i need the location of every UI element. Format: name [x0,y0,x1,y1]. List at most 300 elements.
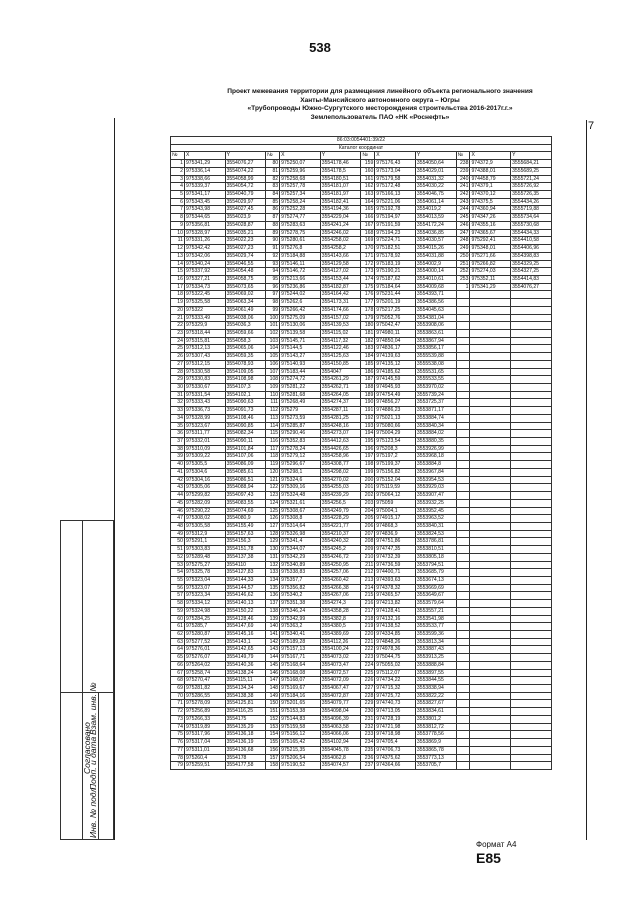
table-cell [456,708,470,716]
table-cell: 183 [361,345,375,353]
table-cell: 37 [171,438,185,446]
table-cell: 3554085,61 [225,468,266,476]
table-cell: 179 [361,314,375,322]
table-cell: 3554260,42 [320,576,361,584]
table-cell: 72 [171,708,185,716]
table-cell: 975173,04 [375,167,416,175]
table-cell: 3554074,22 [225,167,266,175]
table-cell: 975340,2 [280,592,321,600]
coordinate-table [170,136,552,770]
table-cell: 975299,82 [184,492,225,500]
table-cell [470,631,511,639]
table-cell: 975326,98 [280,530,321,538]
table-cell [470,669,511,677]
table-cell: 3554153,44 [320,275,361,283]
table-cell: 974751,86 [375,538,416,546]
table-cell: 8 [171,214,185,222]
table-row [171,438,552,446]
table-cell: 3554174,66 [320,306,361,314]
table-cell: 975183,44 [280,368,321,376]
table-cell [456,430,470,438]
table-cell: 32 [171,399,185,407]
table-cell: 99 [266,306,280,314]
table-cell: 3554046,55 [225,260,266,268]
table-cell: 3553968,18 [415,453,456,461]
table-cell: 125 [266,507,280,515]
table-cell: 234 [361,739,375,747]
table-cell: 3554406,96 [511,245,552,253]
table-cell: 87 [266,214,280,222]
table-cell: 3554058,3 [225,337,266,345]
table-cell: 159 [361,160,375,168]
table-cell: 218 [361,615,375,623]
table-cell: 2 [171,167,185,175]
table-cell [470,391,511,399]
table-row [171,515,552,523]
table-cell: 118 [266,453,280,461]
table-cell: 91 [266,245,280,253]
table-cell [456,746,470,754]
table-cell [456,306,470,314]
table-cell [511,569,552,577]
table-cell: 24 [171,337,185,345]
table-cell: 213 [361,576,375,584]
table-row [171,422,552,430]
table-cell: 975197,2 [375,453,416,461]
table-cell: 71 [171,700,185,708]
table-cell: 210 [361,553,375,561]
table-cell: 60 [171,615,185,623]
table-row [171,762,552,770]
table-cell: 974848,26 [375,638,416,646]
table-cell [456,692,470,700]
table-cell [511,631,552,639]
table-cell: 192 [361,414,375,422]
table-cell: 3553932,25 [415,499,456,507]
table-cell: 46 [171,507,185,515]
table-cell: 3554150,22 [225,607,266,615]
table-cell [456,754,470,762]
table-cell [511,430,552,438]
table-cell: 974836,17 [375,345,416,353]
table-cell: 975312,15 [184,360,225,368]
table-cell: 241 [456,183,470,191]
table-cell: 975258,74 [184,669,225,677]
inv-replace-label: Взам. инв. № [88,682,98,735]
table-cell: 3554136,68 [225,746,266,754]
signature-mark: E85 [476,850,501,866]
table-cell: 3554264,05 [320,391,361,399]
table-row [171,160,552,168]
table-cell: 170 [361,245,375,253]
col-header-x: X [280,152,321,160]
table-cell: 975318,44 [184,329,225,337]
table-cell: 3554137,38 [225,553,266,561]
table-cell: 974375,62 [375,754,416,762]
table-cell [470,384,511,392]
table-cell: 158 [266,762,280,770]
table-cell: 3555684,21 [511,160,552,168]
table-row [171,322,552,330]
table-cell: 975340,24 [184,260,225,268]
table-cell: 975305,58 [184,522,225,530]
table-cell: 83 [266,183,280,191]
table-cell: 3553649,67 [415,592,456,600]
table-cell [511,314,552,322]
table-cell: 3554145,16 [225,631,266,639]
table-cell: 14 [171,260,185,268]
table-cell: 228 [361,692,375,700]
table-cell [456,360,470,368]
table-cell: 975330,83 [184,376,225,384]
table-cell: 101 [266,322,280,330]
table-cell [456,739,470,747]
table-cell: 182 [361,337,375,345]
table-cell: 119 [266,461,280,469]
table-cell: 3554221,77 [320,522,361,530]
table-cell: 75 [171,731,185,739]
table-cell: 194 [361,430,375,438]
table-cell: 3554177,58 [225,762,266,770]
table-cell: 974213,82 [375,600,416,608]
table-cell: 115 [266,430,280,438]
table-cell [511,438,552,446]
table-cell: 3554072,09 [320,677,361,685]
table-cell: 3554256,5 [320,499,361,507]
table-cell: 205 [361,515,375,523]
table-cell: 975280,87 [184,631,225,639]
table-cell [511,762,552,770]
table-cell: 975052,76 [375,314,416,322]
table-cell: 3555726,35 [511,191,552,199]
table-cell: 975187,62 [375,275,416,283]
table-cell: 3554329,25 [511,260,552,268]
table-cell: 173 [361,268,375,276]
table-row [171,646,552,654]
table-cell [456,592,470,600]
table-cell [511,538,552,546]
table-cell: 975343,45 [184,198,225,206]
table-cell: 22 [171,322,185,330]
table-row [171,631,552,639]
table-row [171,275,552,283]
table-cell [511,337,552,345]
table-cell: 975352,83 [280,438,321,446]
table-cell: 53 [171,561,185,569]
table-cell: 3555531,65 [415,368,456,376]
table-cell: 975184,64 [375,283,416,291]
table-cell [456,368,470,376]
table-row [171,291,552,299]
table-cell [511,384,552,392]
table-cell [456,314,470,322]
table-cell: 3554129,58 [320,260,361,268]
table-cell: 187 [361,376,375,384]
title-line-3: «Трубопроводы Южно-Сургутского месторождения строительства 2016-2017г.г.» [247,105,513,113]
table-cell [511,360,552,368]
table-cell: 70 [171,692,185,700]
table-cell: 3554139,53 [320,322,361,330]
table-cell: 975339,37 [184,183,225,191]
table-cell: 975044,75 [375,654,416,662]
table-cell: 3554194,36 [320,206,361,214]
table-cell: 974725,72 [375,692,416,700]
table-cell: 3554115,02 [320,329,361,337]
table-cell: 44 [171,492,185,500]
table-cell [470,561,511,569]
table-cell: 975356,81 [184,221,225,229]
table-cell: 62 [171,631,185,639]
table-cell: 3553824,53 [415,530,456,538]
table-cell: 3553834,61 [415,708,456,716]
table-cell: 3554147,69 [225,623,266,631]
table-cell: 184 [361,353,375,361]
table-cell: 3553705,7 [415,762,456,770]
table-cell: 206 [361,522,375,530]
table-cell: 3554140,36 [225,661,266,669]
table-cell: 80 [266,160,280,168]
table-cell: 221 [361,638,375,646]
table-cell: 974754,49 [375,391,416,399]
table-cell: 975342,42 [184,245,225,253]
table-cell [456,576,470,584]
table-cell: 3554298,02 [320,468,361,476]
table-cell: 974721,98 [375,723,416,731]
table-cell: 48 [171,522,185,530]
table-row [171,384,552,392]
table-cell: 3553967,84 [415,468,456,476]
table-cell: 975324,48 [280,492,321,500]
table-cell: 3554262,71 [320,384,361,392]
table-cell: 975286,55 [184,692,225,700]
table-cell [511,407,552,415]
table-row [171,499,552,507]
table-cell: 975217,25 [375,306,416,314]
table-cell: 975183,19 [375,260,416,268]
table-cell: 3554015,26 [415,245,456,253]
table-cell: 145 [266,661,280,669]
table-cell [456,391,470,399]
table-cell: 63 [171,638,185,646]
table-cell [456,715,470,723]
table-cell: 61 [171,623,185,631]
table-cell: 975342,29 [280,553,321,561]
table-row [171,476,552,484]
table-cell: 3554036,3 [225,322,266,330]
table-cell [456,337,470,345]
table-cell: 975199,37 [375,461,416,469]
table-cell: 974728,19 [375,715,416,723]
table-cell [470,399,511,407]
table-cell: 974836,9 [375,530,416,538]
table-cell: 3554059,35 [225,353,266,361]
table-row [171,299,552,307]
table-cell: 111 [266,399,280,407]
agreed-label: Согласовано [82,722,92,774]
table-cell: 3554143,1 [225,638,266,646]
table-cell [470,646,511,654]
table-cell [511,739,552,747]
col-header-x: X [184,152,225,160]
table-cell: 975334,73 [184,283,225,291]
table-cell: 36 [171,430,185,438]
table-cell: 216 [361,600,375,608]
table-cell: 3554274,37 [320,399,361,407]
table-cell: 3554239,29 [320,492,361,500]
table-cell: 975284,25 [184,615,225,623]
table-cell: 3553541,98 [415,615,456,623]
table-cell [456,329,470,337]
table-cell [511,468,552,476]
table-cell: 195 [361,438,375,446]
table-cell: 157 [266,754,280,762]
table-cell: 3553907,47 [415,492,456,500]
table-cell: 975281,68 [280,391,321,399]
table-cell: 113 [266,414,280,422]
table-row [171,167,552,175]
table-cell: 3555719,88 [511,206,552,214]
table-row [171,237,552,245]
table-cell: 975215,35 [280,746,321,754]
table-cell: 3554091,73 [225,407,266,415]
table-cell: 3554412,63 [320,438,361,446]
table-cell: 130 [266,546,280,554]
table-row [171,723,552,731]
table-cell: 3554146,62 [225,592,266,600]
table-cell [511,515,552,523]
table-cell [470,654,511,662]
table-cell [470,592,511,600]
table-cell: 3554058,99 [225,175,266,183]
table-cell [511,754,552,762]
table-cell: 975336,73 [184,407,225,415]
table-row [171,553,552,561]
table-cell [470,376,511,384]
table-cell [511,422,552,430]
table-cell: 3554082,34 [225,430,266,438]
table-row [171,546,552,554]
table-cell: 3554127,02 [320,268,361,276]
table-cell: 3554074,69 [225,507,266,515]
table-row [171,268,552,276]
table-cell: 975278,09 [184,700,225,708]
table-cell: 975250,07 [280,160,321,168]
table-cell: 975169,67 [280,685,321,693]
table-cell: 975259,51 [184,762,225,770]
table-cell: 3554381,04 [415,314,456,322]
table-cell: 3554434,33 [511,229,552,237]
table-cell: 975285,7 [184,623,225,631]
table-cell: 42 [171,476,185,484]
table-cell: 148 [266,685,280,693]
table-cell: 97 [266,291,280,299]
table-cell [511,291,552,299]
table-cell: 211 [361,561,375,569]
table-cell: 975157,13 [280,646,321,654]
table-cell: 86 [266,206,280,214]
table-cell: 975363,2 [280,623,321,631]
table-cell: 975264,02 [184,661,225,669]
table-caption: Каталог координат [171,144,552,152]
table-cell: 975258,24 [280,198,321,206]
table-cell: 189 [361,391,375,399]
table-row [171,746,552,754]
table-cell: 975064,12 [375,492,416,500]
table-cell: 975340,41 [280,631,321,639]
table-cell [456,384,470,392]
table-cell: 3554047 [320,368,361,376]
table-cell: 975341,29 [470,283,511,291]
coordinate-table-wrap [170,136,552,770]
table-cell [511,723,552,731]
table-cell: 3554062,8 [320,754,361,762]
page-number: 538 [309,40,331,55]
table-cell: 160 [361,167,375,175]
table-row [171,584,552,592]
table-cell: 3553794,51 [415,561,456,569]
table-cell: 3554107,06 [225,453,266,461]
table-cell: 3554245,2 [320,546,361,554]
table-cell [456,623,470,631]
table-cell: 975201,65 [280,700,321,708]
table-cell: 93 [266,260,280,268]
col-header-y: Y [415,152,456,160]
table-cell [470,538,511,546]
table-cell [456,762,470,770]
table-cell: 3554257,06 [320,569,361,577]
table-cell: 975266,42 [280,306,321,314]
table-cell: 975283,63 [280,221,321,229]
table-cell: 12 [171,245,185,253]
table-cell: 975305,06 [184,484,225,492]
table-cell [511,322,552,330]
table-cell: 975144,83 [280,715,321,723]
table-cell: 975280,61 [280,237,321,245]
table-cell: 975309,22 [184,453,225,461]
table-cell: 96 [266,283,280,291]
table-cell: 131 [266,553,280,561]
table-cell [470,677,511,685]
table-cell: 3554143,66 [320,252,361,260]
table-cell: 45 [171,499,185,507]
table-cell [511,700,552,708]
table-cell: 65 [171,654,185,662]
table-row [171,229,552,237]
table-cell [456,646,470,654]
table-cell: 975328,99 [184,414,225,422]
table-cell: 17 [171,283,185,291]
table-cell: 975231,44 [375,291,416,299]
table-cell [456,322,470,330]
table-cell: 3554182,41 [320,198,361,206]
table-cell: 3554027,23 [225,245,266,253]
table-cell: 20 [171,306,185,314]
table-cell: 3553897,55 [415,669,456,677]
table-cell: 214 [361,584,375,592]
table-cell: 95 [266,275,280,283]
table-cell: 975304,6 [184,468,225,476]
table-cell: 3554100,24 [320,646,361,654]
table-cell: 3553533,77 [415,623,456,631]
table-cell: 13 [171,252,185,260]
table-cell: 975273,59 [280,414,321,422]
table-cell [511,708,552,716]
table-cell: 3555538,08 [415,360,456,368]
table-cell: 3554246,72 [320,553,361,561]
table-cell: 3554140,13 [225,600,266,608]
table-cell: 139 [266,615,280,623]
table-cell [470,754,511,762]
